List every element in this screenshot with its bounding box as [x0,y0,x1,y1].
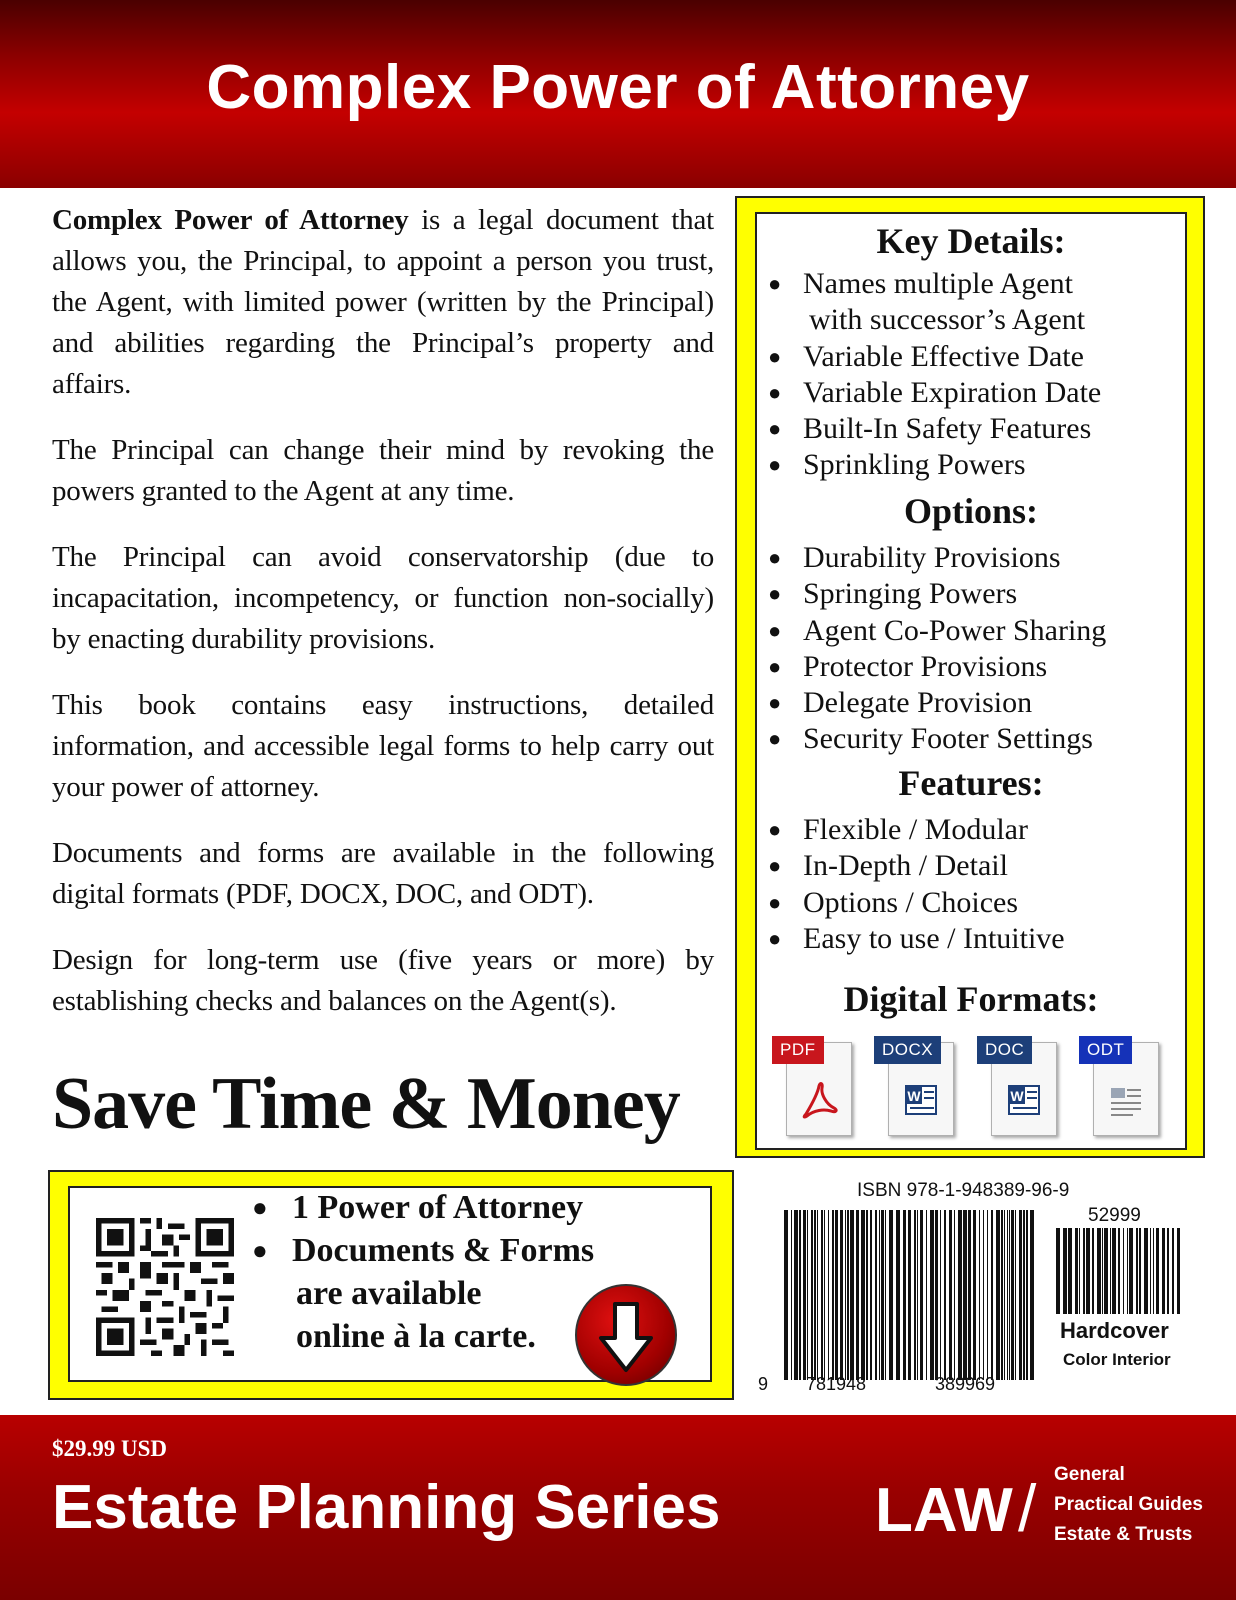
price-code: 52999 [1088,1205,1141,1226]
list-item: ● In-Depth / Detail [768,848,1065,884]
pdf-icon [800,1080,838,1120]
category-general: General [1054,1464,1125,1485]
qr-code-icon [96,1218,234,1356]
list-item: ● Options / Choices [768,885,1065,921]
description-paragraph-5: Documents and forms are available in the following digital formats (PDF, DOCX, DOC, and ODT). [52,837,714,910]
barcode-digit-first: 9 [758,1374,769,1394]
list-item: ● Easy to use / Intuitive [768,921,1065,957]
down-arrow-icon [575,1284,677,1386]
docx-format-icon [874,1036,954,1140]
online-availability-list [250,1186,594,1358]
list-item: ● Security Footer Settings [768,721,1106,757]
law-slash: / [1018,1471,1037,1545]
isbn-number: ISBN 978-1-948389-96-9 [857,1180,1070,1201]
series-name: Estate Planning Series [52,1473,721,1542]
category-practical-guides: Practical Guides [1054,1494,1203,1515]
list-item: online à la carte. [296,1318,536,1355]
description-paragraph-6: Design for long-term use (five years or more) by establishing checks and balances on the Agent(s). [52,944,714,1017]
description-text [52,200,714,1047]
doc-format-icon [977,1036,1057,1140]
word-icon [1005,1080,1043,1120]
list-item: ● Variable Expiration Date [768,375,1101,411]
price-barcode [1056,1228,1180,1314]
list-item: ● Delegate Provision [768,685,1106,721]
description-lead-rest: is a legal document that allows you, the Principal, to appoint a person you trust, the Agent, with limited power (written by the Principal) and abilities regarding the Principal’s property and affairs. [52,204,714,400]
law-logo: LAW [875,1476,1013,1545]
description-paragraph-1 [52,200,714,405]
word-icon [902,1080,940,1120]
odt-format-icon [1079,1036,1159,1140]
isbn-barcode [784,1210,1034,1380]
barcode-digit-group-1: 781948 [806,1374,867,1394]
odt-icon [1107,1080,1145,1120]
features-list [768,812,1065,957]
list-item: ● Springing Powers [768,576,1106,612]
list-item: ● Flexible / Modular [768,812,1065,848]
pdf-format-icon [772,1036,852,1140]
list-item: ● Documents & Forms [250,1229,594,1272]
list-item: are available [296,1275,482,1312]
description-paragraph-3: The Principal can avoid conservatorship (due to incapacitation, incompetency, or function non-socially) by enacting durability provisions. [52,541,714,655]
description-paragraph-2: The Principal can change their mind by revoking the powers granted to the Agent at any time. [52,434,714,507]
list-item: with successor’s Agent [809,303,1086,337]
digital-formats-heading: Digital Formats: [843,979,1099,1019]
options-heading: Options: [903,491,1039,531]
list-item: ● Sprinkling Powers [768,447,1101,483]
list-item: ● Built-In Safety Features [768,411,1101,447]
category-estate-trusts: Estate & Trusts [1054,1524,1193,1545]
list-item: ● Variable Effective Date [768,339,1101,375]
odt-label: ODT [1079,1036,1132,1064]
list-item: ● 1 Power of Attorney [250,1186,594,1229]
options-list [768,540,1106,758]
doc-label: DOC [977,1036,1032,1064]
tagline: Save Time & Money [52,1063,680,1145]
svg-text:W: W [1010,1088,1024,1104]
price: $29.99 USD [52,1436,168,1461]
description-paragraph-4: This book contains easy instructions, detailed information, and accessible legal forms to help carry out your power of attorney. [52,689,714,803]
key-details-heading: Key Details: [876,221,1066,261]
list-item: ● Agent Co-Power Sharing [768,613,1106,649]
barcode-digit-group-2: 389969 [935,1374,996,1394]
svg-text:W: W [907,1088,921,1104]
list-item: ● Durability Provisions [768,540,1106,576]
pdf-label: PDF [772,1036,824,1064]
key-details-list [768,266,1101,484]
description-lead-title: Complex Power of Attorney [52,204,409,236]
list-item: ● Names multiple Agent [768,266,1101,302]
features-heading: Features: [898,763,1044,803]
cover-title: Complex Power of Attorney [206,53,1030,122]
list-item: ● Protector Provisions [768,649,1106,685]
binding-type: Hardcover [1060,1318,1169,1343]
interior-type: Color Interior [1063,1350,1171,1369]
docx-label: DOCX [874,1036,941,1064]
